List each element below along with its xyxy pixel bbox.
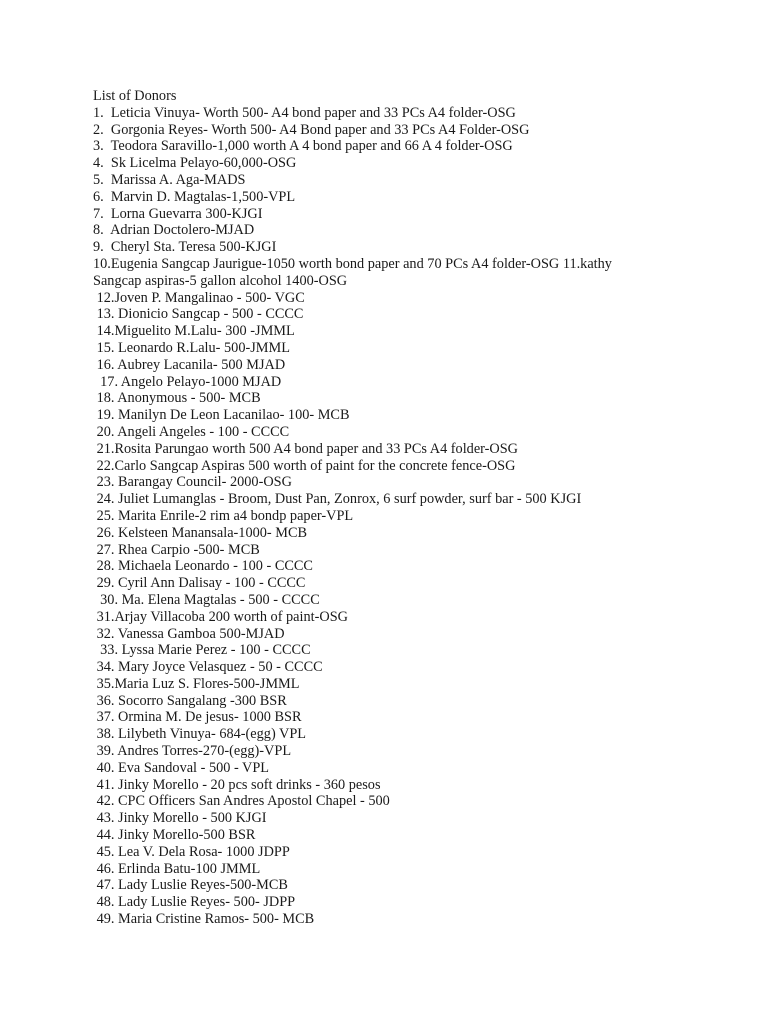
list-item: 9. Cheryl Sta. Teresa 500-KJGI	[93, 239, 277, 256]
list-item: 2. Gorgonia Reyes- Worth 500- A4 Bond paper and 33 PCs A4 Folder-OSG	[93, 121, 530, 138]
list-item: 30. Ma. Elena Magtalas - 500 - CCCC	[93, 591, 320, 608]
list-item: 35.Maria Luz S. Flores-500-JMML	[93, 675, 300, 692]
list-item: 16. Aubrey Lacanila- 500 MJAD	[93, 356, 286, 373]
list-item: 19. Manilyn De Leon Lacanilao- 100- MCB	[93, 407, 350, 424]
list-item: 49. Maria Cristine Ramos- 500- MCB	[93, 911, 315, 928]
list-item: 3. Teodora Saravillo-1,000 worth A 4 bond paper and 66 A 4 folder-OSG	[93, 138, 513, 155]
list-item: 44. Jinky Morello-500 BSR	[93, 827, 256, 844]
list-item: 47. Lady Luslie Reyes-500-MCB	[93, 877, 288, 894]
list-item: 10.Eugenia Sangcap Jaurigue-1050 worth bond paper and 70 PCs A4 folder-OSG 11.kathy	[93, 255, 612, 272]
list-item: 6. Marvin D. Magtalas-1,500-VPL	[93, 188, 296, 205]
list-item: 46. Erlinda Batu-100 JMML	[93, 860, 261, 877]
list-item: 13. Dionicio Sangcap - 500 - CCCC	[93, 306, 304, 323]
list-item: 45. Lea V. Dela Rosa- 1000 JDPP	[93, 843, 290, 860]
list-item: 26. Kelsteen Manansala-1000- MCB	[93, 524, 308, 541]
list-item: 31.Arjay Villacoba 200 worth of paint-OSG	[93, 608, 348, 625]
list-item: 43. Jinky Morello - 500 KJGI	[93, 810, 267, 827]
list-item: 33. Lyssa Marie Perez - 100 - CCCC	[93, 642, 311, 659]
list-item: 37. Ormina M. De jesus- 1000 BSR	[93, 709, 302, 726]
donor-list	[93, 88, 693, 928]
list-item: 48. Lady Luslie Reyes- 500- JDPP	[93, 894, 296, 911]
list-item: 7. Lorna Guevarra 300-KJGI	[93, 205, 263, 222]
list-item: 23. Barangay Council- 2000-OSG	[93, 474, 292, 491]
list-item: 38. Lilybeth Vinuya- 684-(egg) VPL	[93, 726, 307, 743]
list-item: 12.Joven P. Mangalinao - 500- VGC	[93, 289, 305, 306]
list-item: 40. Eva Sandoval - 500 - VPL	[93, 759, 270, 776]
list-item: 34. Mary Joyce Velasquez - 50 - CCCC	[93, 659, 323, 676]
list-item: 22.Carlo Sangcap Aspiras 500 worth of paint for the concrete fence-OSG	[93, 457, 516, 474]
list-item: 24. Juliet Lumanglas - Broom, Dust Pan, Zonrox, 6 surf powder, surf bar - 500 KJGI	[93, 491, 582, 508]
list-item: 32. Vanessa Gamboa 500-MJAD	[93, 625, 285, 642]
list-item: 25. Marita Enrile-2 rim a4 bondp paper-VPL	[93, 507, 354, 524]
document-title: List of Donors	[93, 88, 177, 104]
list-item: Sangcap aspiras-5 gallon alcohol 1400-OSG	[93, 272, 348, 289]
list-item: 17. Angelo Pelayo-1000 MJAD	[93, 373, 282, 390]
list-item: 15. Leonardo R.Lalu- 500-JMML	[93, 339, 290, 356]
list-item: 36. Socorro Sangalang -300 BSR	[93, 692, 287, 709]
list-item: 42. CPC Officers San Andres Apostol Chapel - 500	[93, 793, 390, 810]
list-item: 4. Sk Licelma Pelayo-60,000-OSG	[93, 155, 297, 172]
donor-lines	[93, 105, 693, 928]
list-item: 5. Marissa A. Aga-MADS	[93, 171, 246, 188]
list-item: 39. Andres Torres-270-(egg)-VPL	[93, 743, 292, 760]
list-item: 29. Cyril Ann Dalisay - 100 - CCCC	[93, 575, 306, 592]
list-item: 21.Rosita Parungao worth 500 A4 bond paper and 33 PCs A4 folder-OSG	[93, 440, 519, 457]
list-item: 28. Michaela Leonardo - 100 - CCCC	[93, 558, 313, 575]
list-item: 1. Leticia Vinuya- Worth 500- A4 bond paper and 33 PCs A4 folder-OSG	[93, 104, 516, 121]
list-item: 27. Rhea Carpio -500- MCB	[93, 541, 260, 558]
list-item: 8. Adrian Doctolero-MJAD	[93, 222, 255, 239]
list-item: 20. Angeli Angeles - 100 - CCCC	[93, 423, 290, 440]
list-item: 41. Jinky Morello - 20 pcs soft drinks - 360 pesos	[93, 776, 381, 793]
list-item: 14.Miguelito M.Lalu- 300 -JMML	[93, 323, 295, 340]
list-item: 18. Anonymous - 500- MCB	[93, 390, 261, 407]
